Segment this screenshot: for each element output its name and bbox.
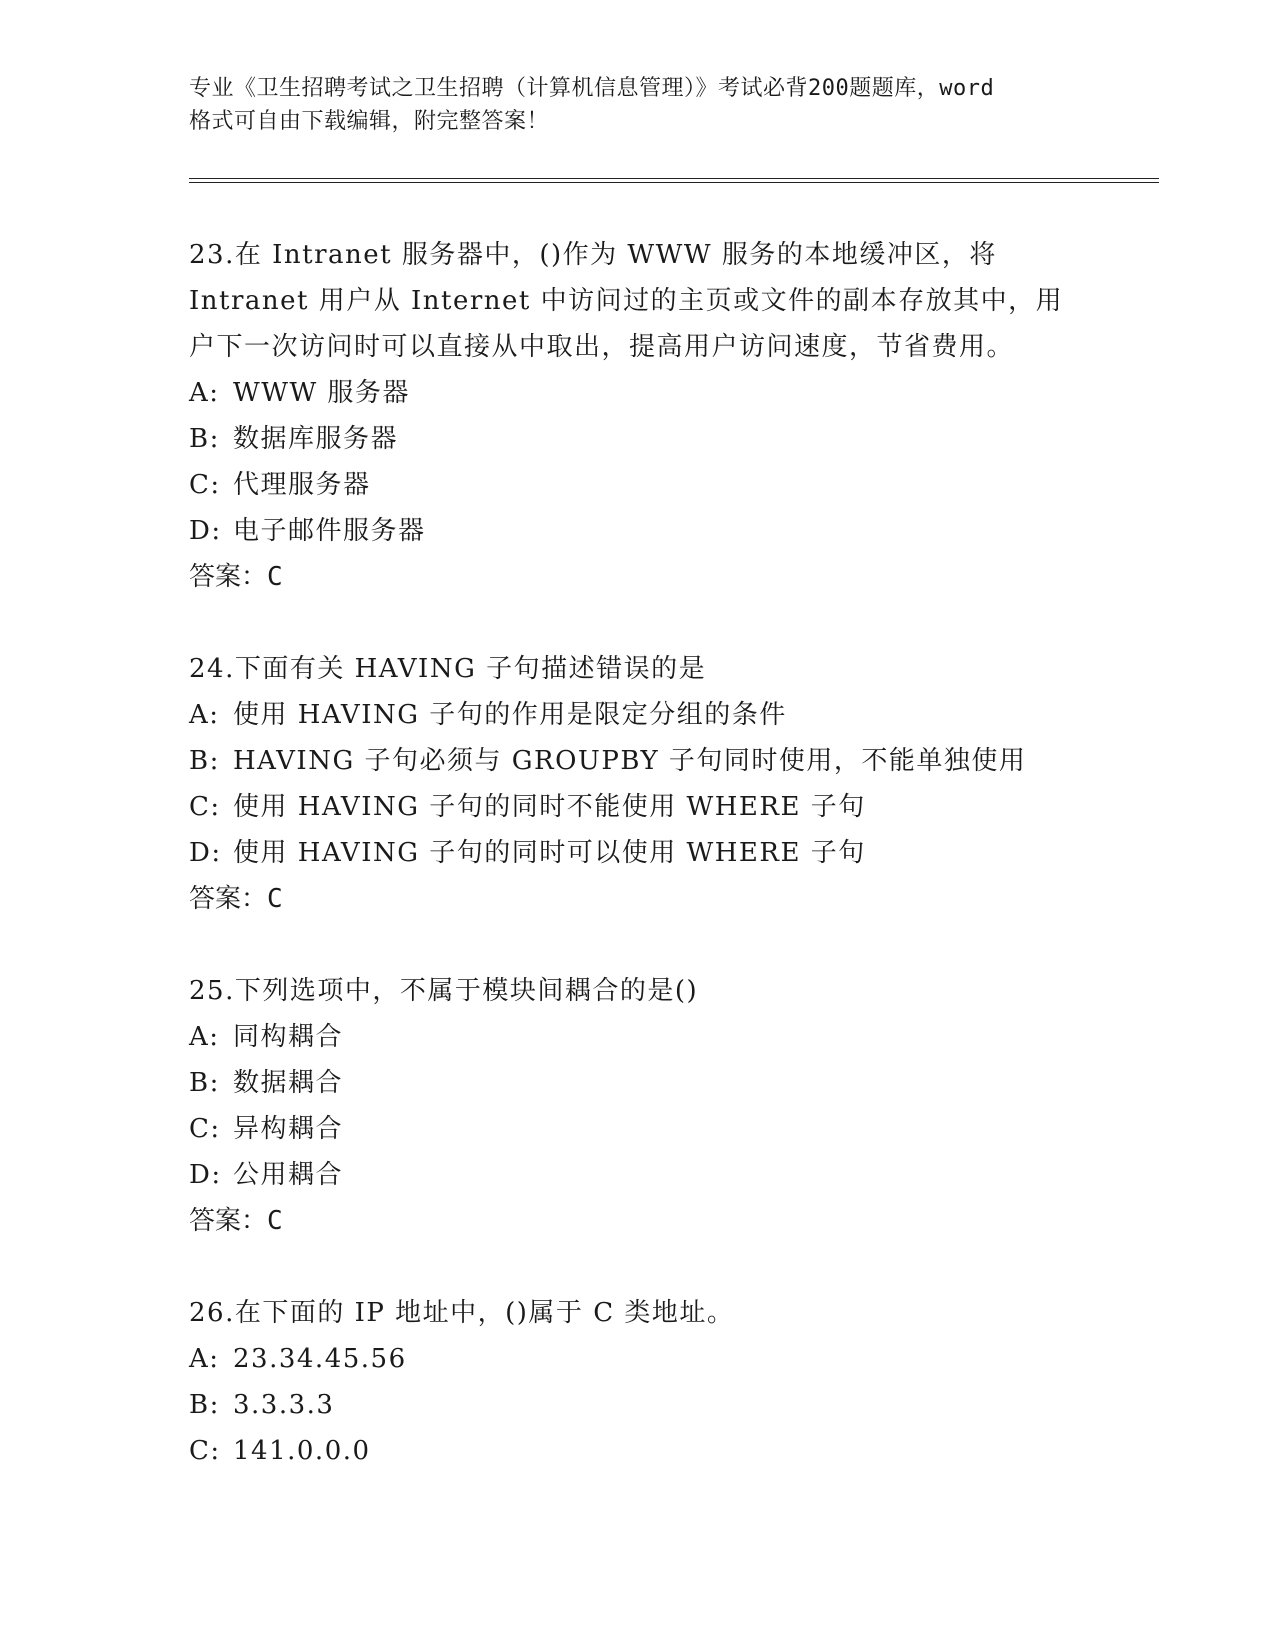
option-b [189, 416, 1089, 462]
option-key: A: [189, 1022, 220, 1052]
option-key: D: [189, 838, 222, 868]
option-a [189, 692, 1089, 738]
question-stem: 23.在 Intranet 服务器中，()作为 WWW 服务的本地缓冲区，将 Intranet 用户从 Internet 中访问过的主页或文件的副本存放其中，用 户下一次访问时可以直接从中取出，提高用户访问速度，节省费用。 [189, 240, 1064, 362]
option-key: A: [189, 700, 220, 730]
option-text: 数据库服务器 [233, 424, 399, 454]
document-header [189, 72, 1089, 138]
option-text: 代理服务器 [233, 470, 371, 500]
question-stem: 26.在下面的 IP 地址中，()属于 C 类地址。 [189, 1298, 735, 1328]
option-b [189, 1060, 1089, 1106]
answer-line: 答案：C [189, 562, 283, 592]
question-25 [189, 968, 1089, 1244]
option-key: B: [189, 746, 220, 776]
option-d [189, 830, 1089, 876]
option-d [189, 1152, 1089, 1198]
question-stem: 24.下面有关 HAVING 子句描述错误的是 [189, 654, 707, 684]
option-a [189, 1336, 1089, 1382]
option-key: C: [189, 470, 221, 500]
option-text: 141.0.0.0 [233, 1436, 371, 1466]
answer-line: 答案：C [189, 1206, 283, 1236]
option-text: 23.34.45.56 [233, 1344, 407, 1374]
header-line-2: 格式可自由下载编辑，附完整答案！ [189, 109, 550, 134]
option-c [189, 1428, 1089, 1474]
question-stem: 25.下列选项中，不属于模块间耦合的是() [189, 976, 699, 1006]
option-key: D: [189, 516, 222, 546]
option-text: 使用 HAVING 子句的同时可以使用 WHERE 子句 [233, 838, 866, 868]
option-a [189, 370, 1089, 416]
question-23 [189, 232, 1089, 600]
question-26 [189, 1290, 1089, 1474]
option-key: C: [189, 792, 221, 822]
option-key: D: [189, 1160, 222, 1190]
option-b [189, 738, 1089, 784]
question-list [189, 232, 1089, 1520]
option-key: A: [189, 378, 220, 408]
option-text: 异构耦合 [233, 1114, 344, 1144]
option-key: C: [189, 1114, 221, 1144]
option-d [189, 508, 1089, 554]
option-text: 电子邮件服务器 [233, 516, 426, 546]
option-text: 使用 HAVING 子句的作用是限定分组的条件 [233, 700, 787, 730]
option-text: HAVING 子句必须与 GROUPBY 子句同时使用，不能单独使用 [233, 746, 1027, 776]
option-a [189, 1014, 1089, 1060]
option-key: C: [189, 1436, 221, 1466]
option-c [189, 784, 1089, 830]
option-key: A: [189, 1344, 220, 1374]
answer-line: 答案：C [189, 884, 283, 914]
option-text: 使用 HAVING 子句的同时不能使用 WHERE 子句 [233, 792, 866, 822]
option-key: B: [189, 424, 220, 454]
option-text: 数据耦合 [233, 1068, 344, 1098]
question-24 [189, 646, 1089, 922]
option-text: 公用耦合 [233, 1160, 344, 1190]
option-c [189, 462, 1089, 508]
header-line-1: 专业《卫生招聘考试之卫生招聘（计算机信息管理）》考试必背200题题库，word [189, 76, 995, 101]
header-divider [189, 178, 1159, 183]
option-text: WWW 服务器 [233, 378, 410, 408]
option-c [189, 1106, 1089, 1152]
option-b [189, 1382, 1089, 1428]
option-key: B: [189, 1390, 220, 1420]
option-text: 3.3.3.3 [233, 1390, 335, 1420]
option-text: 同构耦合 [233, 1022, 344, 1052]
option-key: B: [189, 1068, 220, 1098]
